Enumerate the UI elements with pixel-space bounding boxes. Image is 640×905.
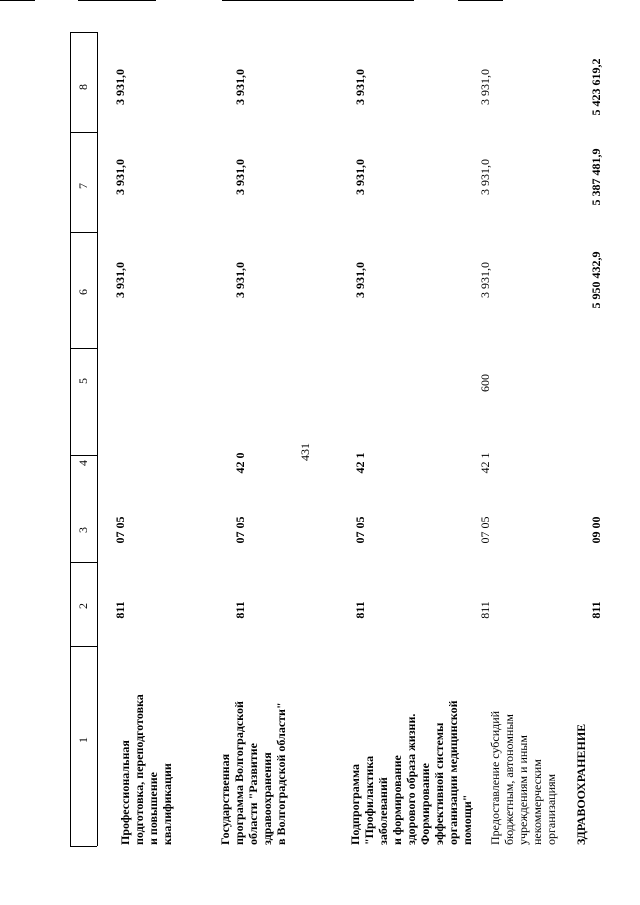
row-cell-col4: 42 0 xyxy=(233,452,247,474)
row-cell-col6: 3 931,0 xyxy=(113,262,127,298)
row-label: Предоставление субсидий бюджетным, автономным учреждениям и иным некоммерческим организациям xyxy=(488,710,558,845)
header-cell-8: 8 xyxy=(76,84,90,90)
header-cell-1: 1 xyxy=(76,737,90,743)
row-cell-col8: 3 931,0 xyxy=(353,69,367,105)
page-number: 431 xyxy=(298,443,312,461)
row-cell-col2: 811 xyxy=(478,601,492,619)
header-cell-7: 7 xyxy=(76,183,90,189)
table-border xyxy=(70,32,97,33)
header-cell-4: 4 xyxy=(76,460,90,466)
row-cell-col6: 3 931,0 xyxy=(233,262,247,298)
row-cell-col7: 3 931,0 xyxy=(233,159,247,195)
row-cell-col3: 07 05 xyxy=(478,516,492,544)
table-column-divider xyxy=(70,562,97,563)
row-cell-col2: 811 xyxy=(589,601,603,619)
row-cell-col8: 3 931,0 xyxy=(233,69,247,105)
row-label: Государственная программа Волгоградской области "Развитие здравоохранения в Волгоградской области" xyxy=(218,701,288,845)
row-cell-col7: 3 931,0 xyxy=(353,159,367,195)
row-cell-col6: 3 931,0 xyxy=(478,262,492,298)
row-cell-col5: 600 xyxy=(478,374,492,392)
table-border xyxy=(70,846,97,847)
table-border xyxy=(70,32,71,846)
table-column-divider xyxy=(70,348,97,349)
table-column-divider xyxy=(70,646,97,647)
row-cell-col3: 07 05 xyxy=(113,516,127,544)
row-cell-col4: 42 1 xyxy=(353,452,367,474)
top-rule xyxy=(222,0,414,1)
row-cell-col3: 09 00 xyxy=(589,516,603,544)
row-label: Профессиональная подготовка, переподготовка и повышение квалификации xyxy=(118,694,174,845)
top-rule xyxy=(0,0,35,1)
table-column-divider xyxy=(70,132,97,133)
row-label: Подпрограмма "Профилактика заболеваний и формирование здорового образа жизни. Формирование эффективной системы организации медицинской помощи" xyxy=(348,700,474,845)
row-cell-col6: 3 931,0 xyxy=(353,262,367,298)
row-cell-col3: 07 05 xyxy=(233,516,247,544)
top-rule xyxy=(78,0,156,1)
header-cell-2: 2 xyxy=(76,603,90,609)
top-rule xyxy=(458,0,503,1)
row-cell-col8: 3 931,0 xyxy=(478,69,492,105)
table-column-divider xyxy=(70,455,97,456)
row-cell-col2: 811 xyxy=(353,601,367,619)
row-cell-col8: 3 931,0 xyxy=(113,69,127,105)
header-cell-3: 3 xyxy=(76,527,90,533)
row-cell-col7: 3 931,0 xyxy=(113,159,127,195)
table-column-divider xyxy=(70,232,97,233)
row-cell-col3: 07 05 xyxy=(353,516,367,544)
row-cell-col2: 811 xyxy=(113,601,127,619)
row-cell-col4: 42 1 xyxy=(478,452,492,474)
row-cell-col6: 5 950 432,9 xyxy=(589,251,603,309)
table-border xyxy=(97,32,98,846)
row-cell-col8: 5 423 619,2 xyxy=(589,58,603,116)
row-cell-col2: 811 xyxy=(233,601,247,619)
row-cell-col7: 3 931,0 xyxy=(478,159,492,195)
row-cell-col7: 5 387 481,9 xyxy=(589,148,603,206)
row-label: ЗДРАВООХРАНЕНИЕ xyxy=(574,723,588,845)
header-cell-5: 5 xyxy=(76,378,90,384)
header-cell-6: 6 xyxy=(76,289,90,295)
